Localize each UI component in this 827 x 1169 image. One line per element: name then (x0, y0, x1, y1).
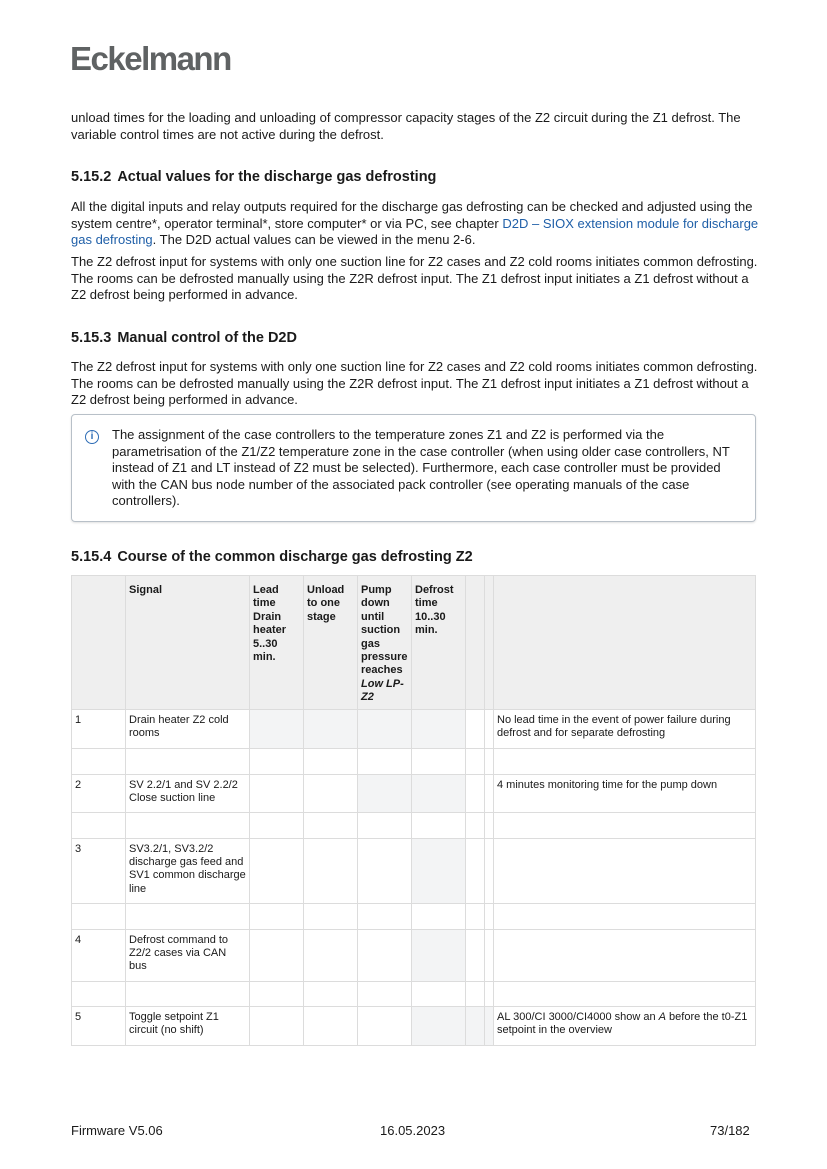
column-header: Lead time Drain heater 5..30 min. (250, 576, 304, 710)
table-cell (358, 812, 412, 838)
table-cell (485, 929, 494, 981)
table-cell: Drain heater Z2 cold rooms (126, 709, 250, 748)
section-title: Actual values for the discharge gas defrosting (117, 169, 437, 185)
table-cell (412, 838, 466, 903)
table-cell (466, 709, 485, 748)
table-cell: 3 (72, 838, 126, 903)
table-cell (72, 812, 126, 838)
table-cell (494, 838, 756, 903)
cell-text-part: Pump down until suction gas pressure reaches (361, 584, 408, 677)
table-cell (358, 981, 412, 1006)
table-cell (466, 838, 485, 903)
table-cell (304, 748, 358, 774)
table-cell (250, 929, 304, 981)
table-cell: SV3.2/1, SV3.2/2 discharge gas feed and SV1 common discharge line (126, 838, 250, 903)
table-cell (358, 774, 412, 812)
table-row (72, 774, 756, 812)
section-number: 5.15.3 (71, 330, 112, 346)
table-cell: Defrost command to Z2/2 cases via CAN bus (126, 929, 250, 981)
table-cell (412, 709, 466, 748)
section-title: Manual control of the D2D (117, 330, 297, 346)
table-row (72, 838, 756, 903)
table-cell (72, 748, 126, 774)
manual-control-paragraph: The Z2 defrost input for systems with only one suction line for Z2 cases and Z2 cold rooms initiates common defrosting. The rooms can be defrosted manually using the Z2R defrost input. The Z1 defrost input initiates a Z1 defrost without a Z2 defrost being performed in advance. (71, 359, 758, 408)
column-header (494, 576, 756, 710)
section-title: Course of the common discharge gas defrosting Z2 (117, 549, 473, 565)
table-cell (358, 748, 412, 774)
table-cell: 2 (72, 774, 126, 812)
table-cell: 1 (72, 709, 126, 748)
table-cell: 5 (72, 1006, 126, 1045)
table-cell (304, 812, 358, 838)
table-cell (358, 838, 412, 903)
defrost-course-table (71, 575, 756, 1046)
table-row (72, 748, 756, 774)
table-cell (250, 748, 304, 774)
info-icon: i (85, 430, 99, 444)
table-cell (250, 709, 304, 748)
cell-text-part: A (658, 1010, 666, 1023)
table-cell (412, 812, 466, 838)
table-cell (250, 838, 304, 903)
table-cell (485, 748, 494, 774)
text: All the digital inputs and relay outputs required for the discharge gas defrosting can be checked and adjusted using the system centre*, operator terminal*, store computer* or via PC, see chapter (71, 199, 753, 231)
table-cell (304, 981, 358, 1006)
table-header-row (72, 576, 756, 710)
table-cell (72, 981, 126, 1006)
info-note (71, 414, 756, 522)
table-cell (412, 1006, 466, 1045)
intro-paragraph: unload times for the loading and unloading of compressor capacity stages of the Z2 circuit during the Z1 defrost. The variable control times are not active during the defrost. (71, 110, 741, 142)
column-header (72, 576, 126, 710)
table-cell (250, 774, 304, 812)
section-heading-5-15-2 (71, 169, 436, 185)
actual-values-paragraph (71, 199, 761, 249)
column-header (485, 576, 494, 710)
table-cell (466, 774, 485, 812)
table-cell (485, 1006, 494, 1045)
table-cell: SV 2.2/1 and SV 2.2/2 Close suction line (126, 774, 250, 812)
table-cell (250, 1006, 304, 1045)
table-cell (466, 748, 485, 774)
table-cell (304, 1006, 358, 1045)
table-row (72, 929, 756, 981)
table-cell (485, 709, 494, 748)
table-cell (494, 903, 756, 929)
table-cell (250, 903, 304, 929)
table-row (72, 812, 756, 838)
footer-date: 16.05.2023 (380, 1123, 446, 1138)
cell-text-part: AL 300/CI 3000/CI4000 show an (497, 1010, 659, 1023)
column-header: Defrost time 10..30 min. (412, 576, 466, 710)
table-cell (466, 903, 485, 929)
cell-text-part: Low LP-Z2 (361, 677, 404, 704)
table-cell: No lead time in the event of power failure during defrost and for separate defrosting (494, 709, 756, 748)
chapter-link[interactable]: D2D – SIOX extension module for discharge gas defrosting (71, 215, 759, 248)
table-cell (126, 748, 250, 774)
note-text: The assignment of the case controllers to the temperature zones Z1 and Z2 is performed via the parametrisation of the Z1/Z2 temperature zone in the case controller (when using older case controllers, NT instead of Z1 and LT instead of Z2 must be selected). Furthermore, each case controller must be provided with the CAN bus node number of the associated pack controller (see operating manuals of the case controllers). (112, 427, 730, 509)
table-cell (250, 812, 304, 838)
table-cell (412, 774, 466, 812)
section-number: 5.15.2 (71, 169, 112, 185)
column-header: Signal (126, 576, 250, 710)
table-cell (72, 903, 126, 929)
table-cell (126, 812, 250, 838)
table-cell (412, 981, 466, 1006)
table-cell (466, 929, 485, 981)
text: . The D2D actual values can be viewed in the menu 2-6. (152, 232, 476, 248)
column-header: Unload to one stage (304, 576, 358, 710)
table-cell (412, 929, 466, 981)
table-cell (358, 1006, 412, 1045)
table-cell (126, 903, 250, 929)
table-cell (412, 903, 466, 929)
table-cell (304, 709, 358, 748)
table-cell (412, 748, 466, 774)
eckelmann-logo: Eckelmann (70, 40, 231, 77)
table-cell (485, 812, 494, 838)
footer-page: 73/182 (710, 1123, 750, 1138)
table-cell (466, 981, 485, 1006)
table-cell (126, 981, 250, 1006)
section-heading-5-15-4 (71, 549, 473, 565)
table-cell (494, 748, 756, 774)
table-cell (485, 838, 494, 903)
table-cell (250, 981, 304, 1006)
table-cell: 4 minutes monitoring time for the pump down (494, 774, 756, 812)
table-cell (466, 1006, 485, 1045)
defrost-input-paragraph: The Z2 defrost input for systems with only one suction line for Z2 cases and Z2 cold rooms initiates common defrosting. The rooms can be defrosted manually using the Z2R defrost input. The Z1 defrost input initiates a Z1 defrost without a Z2 defrost being performed in advance. (71, 254, 758, 303)
table-cell (304, 929, 358, 981)
table-cell (466, 812, 485, 838)
table-cell: 4 (72, 929, 126, 981)
section-heading-5-15-3 (71, 330, 297, 346)
table-cell (358, 709, 412, 748)
table-cell: Toggle setpoint Z1 circuit (no shift) (126, 1006, 250, 1045)
cell-text-part: before the t0-Z1 setpoint in the overview (497, 1010, 748, 1037)
footer-firmware: Firmware V5.06 (71, 1123, 163, 1138)
table-cell (358, 929, 412, 981)
table-cell (494, 981, 756, 1006)
table-cell (358, 903, 412, 929)
table-cell (304, 838, 358, 903)
table-row (72, 903, 756, 929)
table-cell (485, 981, 494, 1006)
table-cell (304, 903, 358, 929)
column-header (358, 576, 412, 710)
table-cell (485, 774, 494, 812)
table-row (72, 981, 756, 1006)
column-header (466, 576, 485, 710)
table-cell (494, 812, 756, 838)
table-cell (494, 929, 756, 981)
table-cell (494, 1006, 756, 1045)
table-cell (304, 774, 358, 812)
table-row (72, 709, 756, 748)
section-number: 5.15.4 (71, 549, 112, 565)
table-cell (485, 903, 494, 929)
table-row (72, 1006, 756, 1045)
